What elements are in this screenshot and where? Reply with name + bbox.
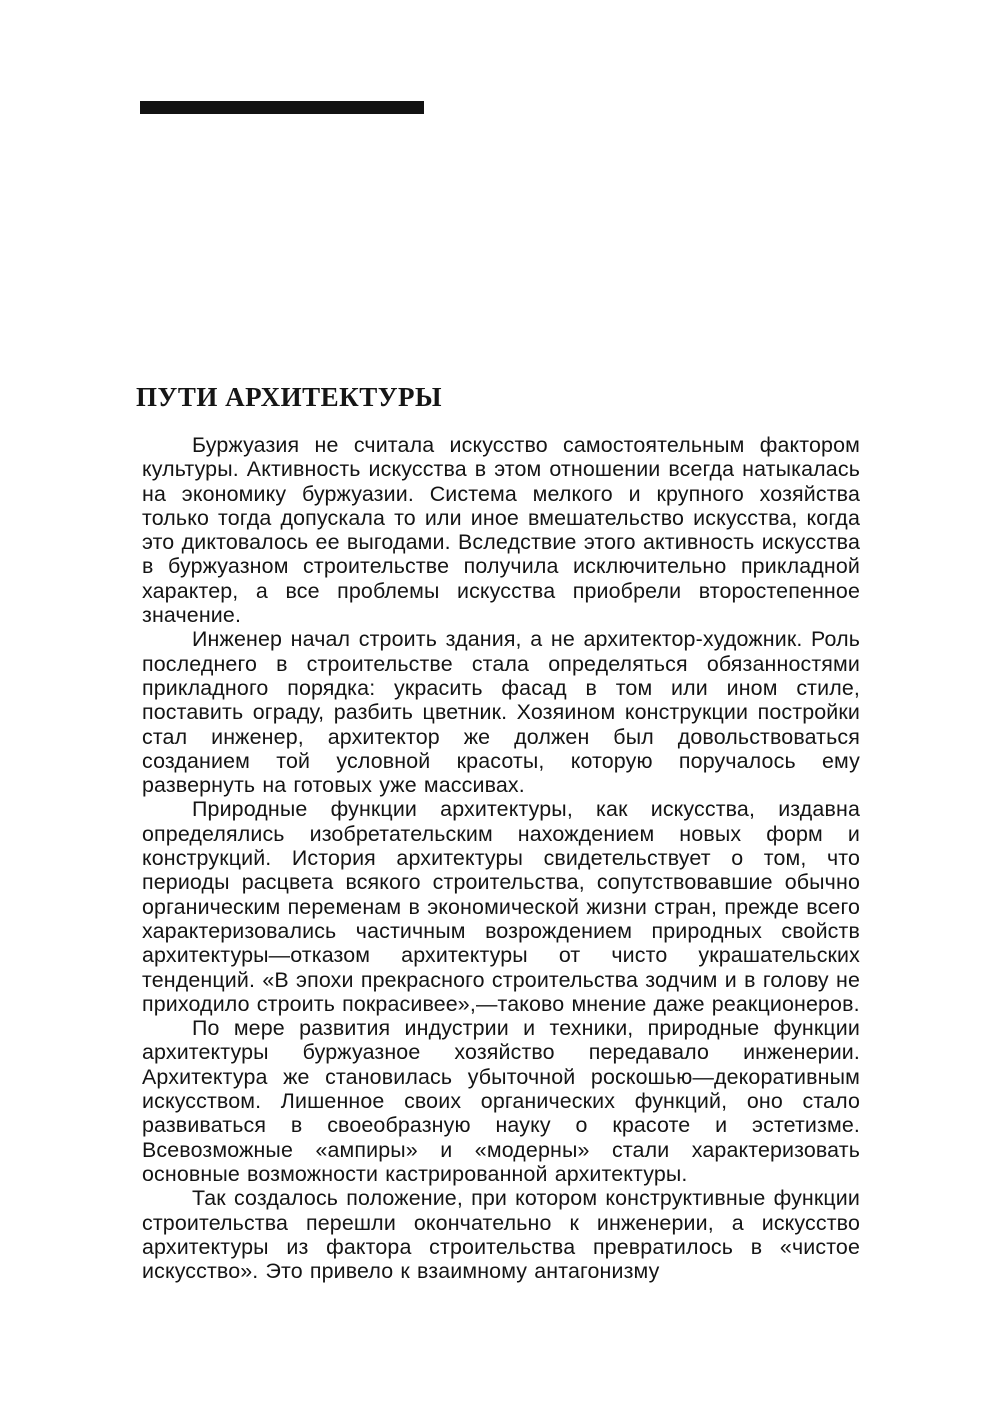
paragraph: Природные функции архитектуры, как искусства, издавна определялись изобретательским нахождением новых форм и конструкций. История архитектуры свидетельствует о том, что периоды расцвета всякого строительства, сопутствовавшие обычно органическим переменам в экономической жизни стран, прежде всего характеризовались частичным возрождением природных свойств архитектуры—отказом архитектуры от чисто украшательских тенденций. «В эпохи прекрасного строительства зодчим и в голову не приходило строить покрасивее»,—таково мнение даже реакционеров. — [142, 797, 860, 1016]
top-rule — [140, 101, 424, 114]
body-text — [142, 433, 860, 1283]
chapter-title: ПУТИ АРХИТЕКТУРЫ — [136, 382, 443, 412]
paragraph: Так создалось положение, при котором конструктивные функции строительства перешли окончательно к инженерии, а искусство архитектуры из фактора строительства превратилось в «чистое искусство». Это привело к взаимному антагонизму — [142, 1186, 860, 1284]
paragraph: По мере развития индустрии и техники, природные функции архитектуры буржуазное хозяйство передавало инженерии. Архитектура же становилась убыточной роскошью—декоративным искусством. Лишенное своих органических функций, оно стало развиваться в своеобразную науку о красоте и эстетизме. Всевозможные «ампиры» и «модерны» стали характеризовать основные возможности кастрированной архитектуры. — [142, 1016, 860, 1186]
paragraph: Инженер начал строить здания, а не архитектор-художник. Роль последнего в строительстве стала определяться обязанностями прикладного порядка: украсить фасад в том или ином стиле, поставить ограду, разбить цветник. Хозяином конструкции постройки стал инженер, архитектор же должен был довольствоваться созданием той условной красоты, которую поручалось ему развернуть на готовых уже массивах. — [142, 627, 860, 798]
paragraph: Буржуазия не считала искусство самостоятельным фактором культуры. Активность искусства в этом отношении всегда натыкалась на экономику буржуазии. Система мелкого и крупного хозяйства только тогда допускала то или иное вмешательство искусства, когда это диктовалось ее выгодами. Вследствие этого активность искусства в буржуазном строительстве получила исключительно прикладной характер, а все проблемы искусства приобрели второстепенное значение. — [142, 433, 860, 628]
